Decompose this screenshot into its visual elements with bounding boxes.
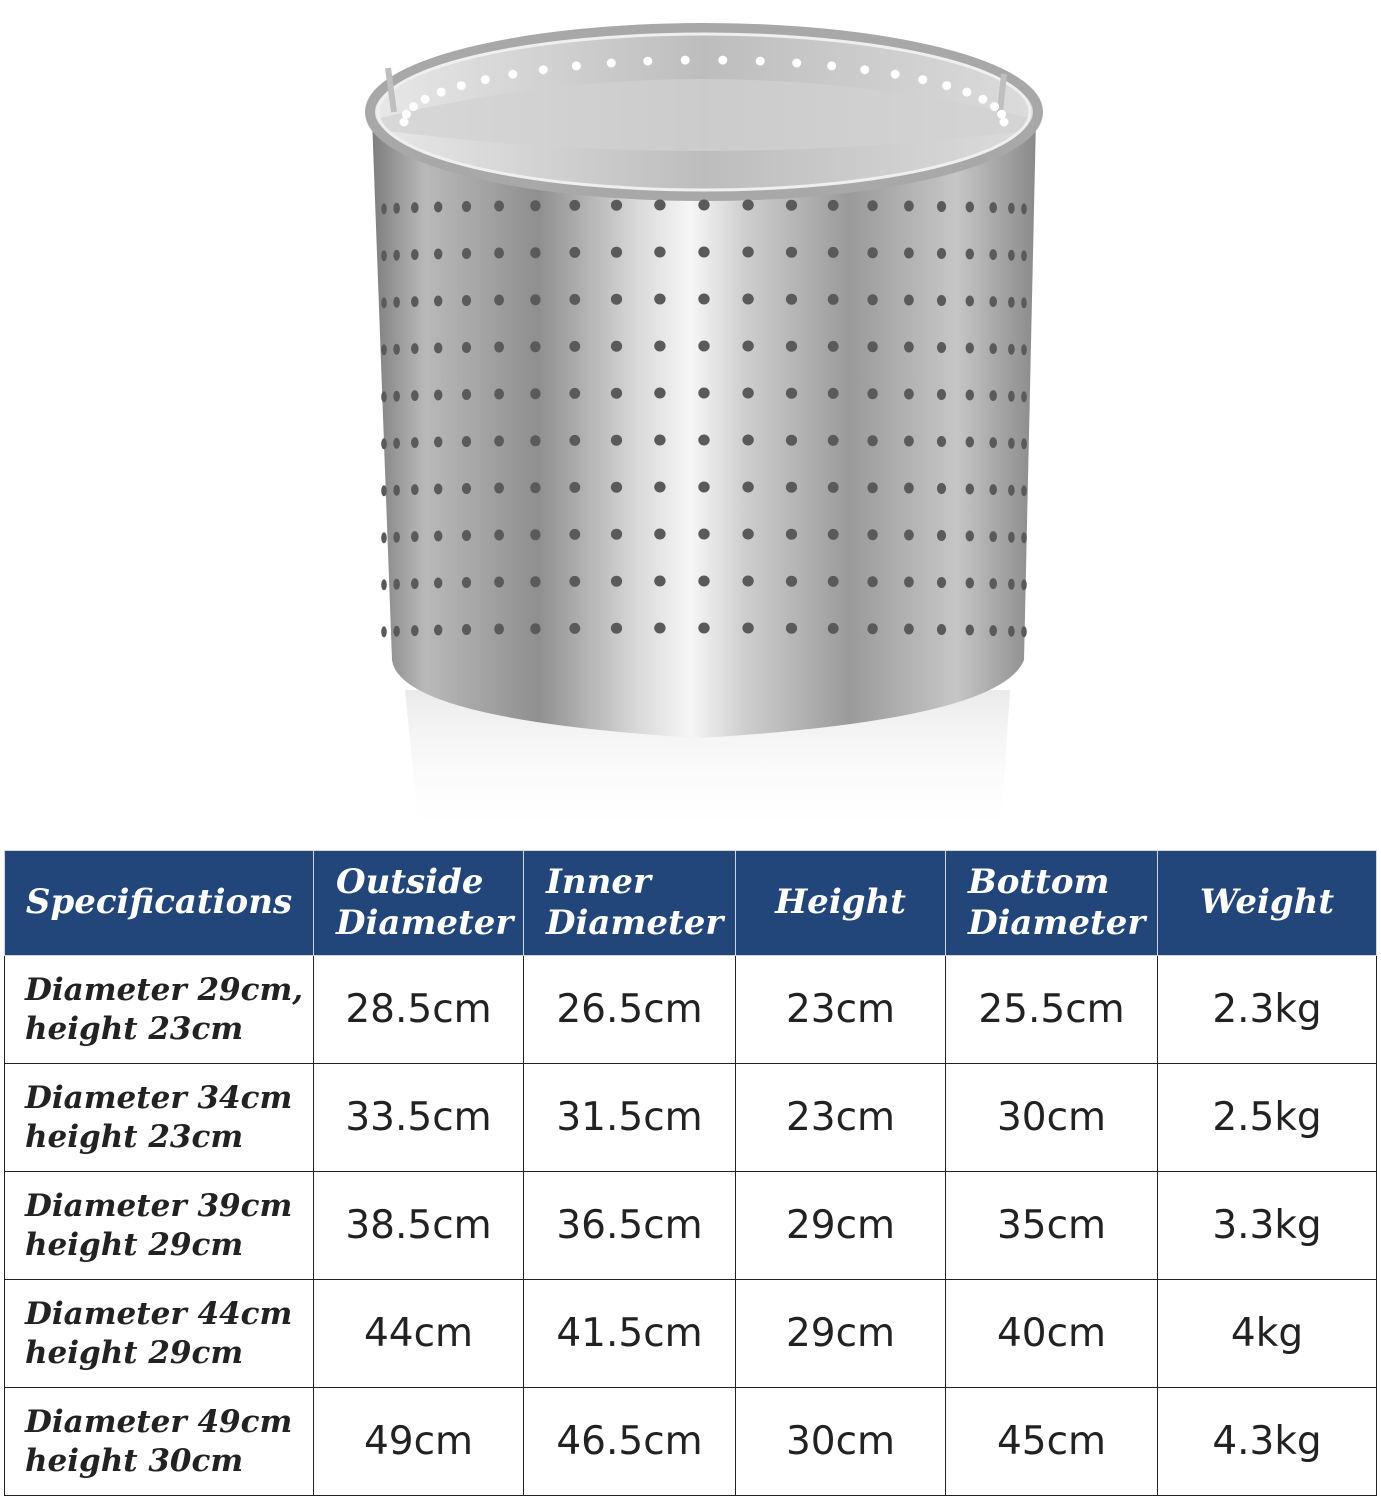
perforation-hole (1008, 626, 1015, 637)
perforation-hole (530, 247, 540, 258)
perforation-hole (462, 295, 471, 306)
perforation-hole (1021, 438, 1027, 449)
perforation-hole (786, 482, 797, 493)
perforation-hole (434, 296, 442, 307)
inner-diameter-cell: 36.5cm (524, 1172, 736, 1280)
perforation-hole (381, 203, 387, 214)
perforation-hole (867, 623, 877, 634)
perforation-hole (569, 388, 580, 399)
perforation-hole (462, 201, 471, 212)
perforation-hole (1021, 579, 1027, 590)
perforation-hole (1008, 391, 1015, 402)
perforation-hole (742, 435, 753, 446)
perforation-hole (611, 576, 622, 587)
height-cell: 23cm (736, 1064, 946, 1172)
perforation-hole (828, 482, 839, 493)
outside-diameter-cell: 28.5cm (314, 956, 524, 1064)
perforation-hole (393, 438, 400, 449)
handle-right (1000, 74, 1004, 112)
perforation-hole (828, 576, 839, 587)
perforation-hole (966, 625, 974, 636)
perforation-hole (411, 390, 419, 401)
perforation-hole (966, 343, 974, 354)
perforation-hole (654, 200, 665, 211)
perforation-hole (786, 623, 797, 634)
perforation-hole (462, 577, 471, 588)
perforation-hole (786, 341, 797, 352)
perforation-hole (698, 482, 709, 493)
perforation-hole (462, 389, 471, 400)
perforation-hole (786, 576, 797, 587)
outside-diameter-cell: 49cm (314, 1388, 524, 1496)
perforation-hole (1021, 485, 1027, 496)
perforation-hole (654, 294, 665, 305)
perforation-hole (786, 529, 797, 540)
inner-perforation-hole (437, 88, 446, 97)
inner-perforation-hole (508, 70, 517, 79)
spec-cell: Diameter 39cm height 29cm (5, 1172, 314, 1280)
perforation-hole (867, 529, 877, 540)
perforation-hole (937, 530, 946, 541)
perforation-hole (611, 529, 622, 540)
perforation-hole (381, 250, 387, 261)
perforation-hole (989, 390, 997, 401)
perforation-hole (530, 341, 540, 352)
perforation-hole (1008, 250, 1015, 261)
bottom-diameter-cell: 25.5cm (946, 956, 1158, 1064)
perforation-hole (569, 529, 580, 540)
perforation-hole (462, 530, 471, 541)
perforation-hole (411, 202, 419, 213)
perforation-hole (530, 388, 540, 399)
perforation-hole (1008, 438, 1015, 449)
perforation-hole (611, 200, 622, 211)
perforation-hole (698, 576, 709, 587)
perforation-hole (966, 484, 974, 495)
perforation-hole (1008, 344, 1015, 355)
perforation-hole (828, 529, 839, 540)
perforation-hole (937, 483, 946, 494)
perforation-hole (434, 390, 442, 401)
perforation-hole (530, 435, 540, 446)
perforation-hole (989, 343, 997, 354)
perforation-hole (654, 341, 665, 352)
perforation-hole (462, 436, 471, 447)
perforation-hole (411, 484, 419, 495)
perforation-hole (867, 388, 877, 399)
perforation-hole (966, 390, 974, 401)
inner-perforation-hole (572, 61, 581, 70)
perforation-hole (611, 623, 622, 634)
inner-perforation-hole (990, 102, 999, 111)
inner-perforation-hole (860, 65, 869, 74)
perforation-hole (786, 294, 797, 305)
inner-perforation-hole (962, 88, 971, 97)
perforation-hole (494, 436, 504, 447)
weight-cell: 3.3kg (1158, 1172, 1377, 1280)
perforation-hole (989, 437, 997, 448)
inner-perforation-hole (421, 95, 430, 104)
perforation-hole (1021, 250, 1027, 261)
perforation-hole (494, 295, 504, 306)
perforation-hole (654, 435, 665, 446)
perforation-hole (698, 529, 709, 540)
perforation-hole (393, 626, 400, 637)
perforation-hole (393, 485, 400, 496)
perforation-hole (569, 294, 580, 305)
perforation-hole (904, 248, 914, 259)
perforation-hole (381, 344, 387, 355)
perforation-hole (828, 247, 839, 258)
perforation-hole (904, 201, 914, 212)
perforation-hole (411, 531, 419, 542)
table-row (5, 956, 1377, 1064)
perforation-hole (1021, 344, 1027, 355)
bottom-diameter-cell: 30cm (946, 1064, 1158, 1172)
perforation-hole (411, 625, 419, 636)
perforation-hole (937, 436, 946, 447)
perforation-hole (462, 624, 471, 635)
perforation-hole (393, 579, 400, 590)
perforation-hole (434, 202, 442, 213)
perforation-hole (937, 624, 946, 635)
perforation-hole (494, 201, 504, 212)
inner-perforation-hole (718, 56, 727, 65)
perforation-hole (742, 200, 753, 211)
perforation-hole (786, 388, 797, 399)
perforation-hole (462, 248, 471, 259)
inner-perforation-hole (457, 81, 466, 90)
header-outside-diameter: Outside Diameter (314, 851, 524, 956)
spec-cell: Diameter 49cm height 30cm (5, 1388, 314, 1496)
header-weight: Weight (1158, 851, 1377, 956)
perforation-hole (381, 532, 387, 543)
inner-perforation-hole (918, 75, 927, 84)
inner-perforation-hole (942, 81, 951, 90)
perforation-hole (966, 202, 974, 213)
perforation-hole (611, 247, 622, 258)
perforation-hole (904, 530, 914, 541)
perforation-hole (494, 530, 504, 541)
outside-diameter-cell: 44cm (314, 1280, 524, 1388)
perforation-hole (494, 342, 504, 353)
perforation-hole (989, 249, 997, 260)
inner-perforation-hole (978, 95, 987, 104)
perforation-hole (530, 294, 540, 305)
perforation-hole (867, 341, 877, 352)
table-row (5, 1172, 1377, 1280)
outside-diameter-cell: 38.5cm (314, 1172, 524, 1280)
weight-cell: 4kg (1158, 1280, 1377, 1388)
bottom-diameter-cell: 40cm (946, 1280, 1158, 1388)
inner-perforation-hole (997, 110, 1006, 119)
inner-perforation-hole (402, 110, 411, 119)
perforation-hole (989, 202, 997, 213)
perforation-hole (742, 623, 753, 634)
perforation-hole (742, 294, 753, 305)
perforation-hole (742, 482, 753, 493)
perforation-hole (411, 249, 419, 260)
inner-diameter-cell: 26.5cm (524, 956, 736, 1064)
perforation-hole (381, 579, 387, 590)
basket-body (372, 118, 1036, 738)
inner-perforation-hole (481, 75, 490, 84)
perforation-hole (494, 248, 504, 259)
perforation-hole (698, 341, 709, 352)
perforation-hole (611, 341, 622, 352)
perforation-hole (904, 389, 914, 400)
perforation-hole (1008, 579, 1015, 590)
perforation-hole (742, 247, 753, 258)
perforation-hole (393, 250, 400, 261)
perforation-hole (411, 578, 419, 589)
perforation-hole (1008, 203, 1015, 214)
perforation-hole (434, 531, 442, 542)
perforation-hole (1008, 485, 1015, 496)
perforation-hole (698, 623, 709, 634)
inner-perforation-hole (400, 118, 409, 127)
perforation-hole (462, 483, 471, 494)
perforation-hole (966, 437, 974, 448)
perforation-hole (937, 389, 946, 400)
perforation-hole (569, 435, 580, 446)
perforation-hole (654, 482, 665, 493)
perforation-hole (611, 388, 622, 399)
height-cell: 29cm (736, 1280, 946, 1388)
height-cell: 30cm (736, 1388, 946, 1496)
perforation-hole (654, 576, 665, 587)
perforation-hole (937, 201, 946, 212)
perforation-hole (411, 296, 419, 307)
perforation-hole (966, 531, 974, 542)
perforation-hole (828, 388, 839, 399)
inner-perforation-hole (827, 61, 836, 70)
spec-cell: Diameter 29cm, height 23cm (5, 956, 314, 1064)
perforation-hole (393, 532, 400, 543)
perforation-hole (569, 247, 580, 258)
perforation-hole (411, 437, 419, 448)
inner-perforation-hole (409, 102, 418, 111)
inner-diameter-cell: 31.5cm (524, 1064, 736, 1172)
perforation-hole (393, 344, 400, 355)
perforation-hole (698, 435, 709, 446)
inner-perforation-hole (607, 59, 616, 68)
perforation-hole (434, 484, 442, 495)
perforation-hole (654, 623, 665, 634)
weight-cell: 2.5kg (1158, 1064, 1377, 1172)
perforation-hole (989, 578, 997, 589)
perforation-hole (937, 295, 946, 306)
spec-cell: Diameter 34cm height 23cm (5, 1064, 314, 1172)
perforation-hole (1021, 297, 1027, 308)
spec-table (4, 850, 1377, 1496)
perforation-hole (937, 342, 946, 353)
perforation-hole (698, 247, 709, 258)
header-specifications: Specifications (5, 851, 314, 956)
perforation-hole (494, 624, 504, 635)
perforation-hole (494, 483, 504, 494)
bottom-diameter-cell: 45cm (946, 1388, 1158, 1496)
perforation-hole (904, 342, 914, 353)
perforation-hole (989, 296, 997, 307)
height-cell: 23cm (736, 956, 946, 1064)
perforation-hole (828, 435, 839, 446)
outside-diameter-cell: 33.5cm (314, 1064, 524, 1172)
perforation-hole (867, 482, 877, 493)
height-cell: 29cm (736, 1172, 946, 1280)
perforation-hole (494, 577, 504, 588)
perforation-hole (904, 295, 914, 306)
perforation-hole (494, 389, 504, 400)
perforation-hole (381, 297, 387, 308)
perforation-hole (381, 438, 387, 449)
perforation-hole (1021, 626, 1027, 637)
perforation-hole (434, 578, 442, 589)
weight-cell: 2.3kg (1158, 956, 1377, 1064)
perforation-hole (654, 247, 665, 258)
header-bottom-diameter: Bottom Diameter (946, 851, 1158, 956)
perforation-hole (786, 200, 797, 211)
perforation-hole (828, 341, 839, 352)
perforation-hole (393, 391, 400, 402)
table-row (5, 1280, 1377, 1388)
perforation-hole (611, 435, 622, 446)
perforation-hole (828, 294, 839, 305)
inner-perforation-hole (1000, 118, 1009, 127)
perforation-hole (530, 482, 540, 493)
perforation-hole (904, 436, 914, 447)
perforation-hole (828, 200, 839, 211)
perforation-hole (904, 577, 914, 588)
perforation-hole (569, 341, 580, 352)
perforation-hole (867, 435, 877, 446)
perforation-hole (569, 200, 580, 211)
perforation-hole (654, 388, 665, 399)
inner-perforation-hole (539, 65, 548, 74)
perforation-hole (828, 623, 839, 634)
perforation-hole (462, 342, 471, 353)
inner-perforation-hole (681, 56, 690, 65)
perforation-hole (989, 625, 997, 636)
perforation-hole (434, 249, 442, 260)
table-header-row (5, 851, 1377, 956)
perforation-hole (654, 529, 665, 540)
perforation-hole (530, 200, 540, 211)
perforation-hole (867, 247, 877, 258)
perforation-hole (867, 294, 877, 305)
perforation-hole (698, 388, 709, 399)
perforation-hole (434, 343, 442, 354)
perforation-hole (989, 484, 997, 495)
perforation-hole (989, 531, 997, 542)
perforation-hole (530, 576, 540, 587)
table-row (5, 1388, 1377, 1496)
perforation-hole (742, 576, 753, 587)
perforation-hole (1008, 297, 1015, 308)
perforation-hole (434, 437, 442, 448)
header-height: Height (736, 851, 946, 956)
inner-perforation-hole (792, 59, 801, 68)
spec-cell: Diameter 44cm height 29cm (5, 1280, 314, 1388)
perforation-hole (611, 482, 622, 493)
perforation-hole (698, 200, 709, 211)
perforation-hole (393, 297, 400, 308)
perforation-hole (786, 435, 797, 446)
inner-perforation-hole (643, 57, 652, 66)
perforation-hole (434, 625, 442, 636)
perforation-hole (1021, 532, 1027, 543)
perforation-hole (867, 576, 877, 587)
bottom-diameter-cell: 35cm (946, 1172, 1158, 1280)
perforation-hole (381, 391, 387, 402)
perforation-hole (904, 624, 914, 635)
perforation-hole (611, 294, 622, 305)
perforation-hole (742, 529, 753, 540)
perforation-hole (569, 623, 580, 634)
table-row (5, 1064, 1377, 1172)
inner-perforation-hole (891, 70, 900, 79)
header-inner-diameter: Inner Diameter (524, 851, 736, 956)
inner-diameter-cell: 46.5cm (524, 1388, 736, 1496)
inner-perforation-hole (756, 57, 765, 66)
perforation-hole (393, 203, 400, 214)
perforation-hole (569, 482, 580, 493)
inner-diameter-cell: 41.5cm (524, 1280, 736, 1388)
perforation-hole (530, 529, 540, 540)
perforation-hole (381, 485, 387, 496)
perforation-hole (966, 296, 974, 307)
perforation-hole (742, 341, 753, 352)
perforation-hole (937, 577, 946, 588)
perforation-hole (966, 578, 974, 589)
perforation-hole (569, 576, 580, 587)
perforation-hole (786, 247, 797, 258)
perforation-hole (742, 388, 753, 399)
perforation-hole (1021, 391, 1027, 402)
perforation-hole (698, 294, 709, 305)
perforation-hole (867, 200, 877, 211)
perforation-hole (966, 249, 974, 260)
perforation-hole (937, 248, 946, 259)
perforation-hole (1008, 532, 1015, 543)
perforation-hole (904, 483, 914, 494)
perforation-hole (381, 626, 387, 637)
weight-cell: 4.3kg (1158, 1388, 1377, 1496)
perforation-hole (1021, 203, 1027, 214)
perforation-hole (530, 623, 540, 634)
perforation-hole (411, 343, 419, 354)
